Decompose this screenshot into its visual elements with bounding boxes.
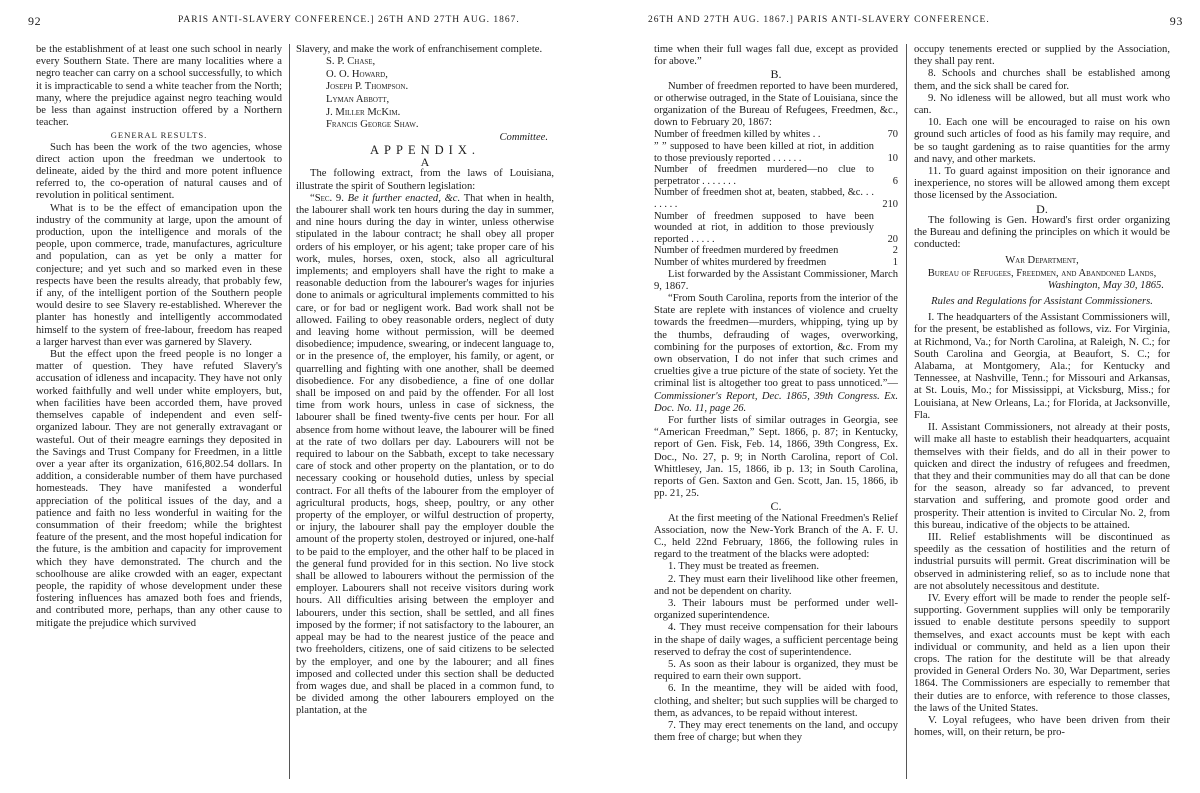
paragraph: List forwarded by the Assistant Commissioner, March 9, 1867. [654,268,898,292]
quote-text: “From South Carolina, reports from the interior of the State are replete with instances of violence and cruelty towards the freedmen—murders, whipping, tying up by the thumbs, defrauding of wages, overworking, combining for the purposes of extortion, &c. From my own observation, I do not infer that such crimes and cruelties give a true picture of the state of society. Yet the criminal list is altogether too great to pass unnoticed.”— [654,292,898,390]
right-column-1 [654,44,898,784]
paragraph [654,293,898,415]
table-cell: Number of whites murdered by freedmen [654,256,827,268]
rule-item: 6. In the meantime, they will be aided with food, clothing, and shelter; but such supplies will be charged to them, as advances, to be repaid without interest. [654,683,898,719]
bureau-line: Bureau of Refugees, Freedmen, and Abandoned Lands, [927,267,1157,279]
table-row [654,211,898,246]
right-running-title: 26TH AND 27TH AUG. 1867.] PARIS ANTI-SLAVERY CONFERENCE. [648,15,990,25]
signatory: J. Miller McKim. [326,106,401,118]
section-label: B. [770,67,782,82]
department-line: War Department, [1005,255,1079,267]
paragraph: Such has been the work of the two agencies, whose direct action upon the freedman we undertook to delineate, aided by the third and more potent influence referred to, the co-operation of natural causes and of revolution in political sentiment. [36,141,282,202]
paragraph: At the first meeting of the National Freedmen's Relief Association, now the New-York Branch of the A. F. U. C., held 22nd February, 1866, the following rules in regard to the treatment of the blacks were adopted: [654,512,898,561]
table-cell: Number of freedmen murdered—no clue to perpetrator . . . . . . . [654,164,874,187]
rule-item: 1. They must be treated as freemen. [668,561,820,573]
right-column-2 [914,44,1170,784]
paragraph: time when their full wages fall due, except as provided for above.” [654,44,898,68]
table-row [654,164,898,187]
column-rule [289,44,290,779]
rule-item: 11. To guard against imposition on their ignorance and inexperience, no stores will be allowed among them except those licensed by the Association. [914,166,1170,202]
signatory: O. O. Howard, [326,68,388,80]
left-page [28,0,568,793]
rules-title: Rules and Regulations for Assistant Commissioners. [931,296,1153,308]
paragraph: I. The headquarters of the Assistant Commissioners will, for the present, be established as follows, viz. For Virginia, at Richmond, Va.; for North Carolina, at Raleigh, N. C.; for South Carolina and Georgia, at Beaufort, S. C.; for Alabama, at Montgomery, Ala.; for Kentucky and Tennessee, at Nashville, Tenn.; for Missouri and Arkansas, at St. Louis, Mo.; for Mississippi, at Vicksburg, Miss.; for Louisiana, at New Orleans, La.; for Florida, at Jacksonville, Fla. [914,312,1170,421]
paragraph: II. Assistant Commissioners, not already at their posts, will make all haste to establish their headquarters, acquaint themselves with their fields, and do all in their power to quicken and direct the industry of refugees and freedmen, that they and their communities may do all that can be done for the season, already so far advanced, to prevent starvation and suffering, and promote good order and prosperity. Their attention is invited to Circular No. 2, from this bureau, indicative of the objects to be attained. [914,422,1170,531]
paragraph: Slavery, and make the work of enfranchisement complete. [296,44,543,55]
order-date: Washington, May 30, 1865. [1047,279,1164,291]
table-row [654,129,898,141]
table-cell: 210 [882,198,898,210]
rule-item: 9. No idleness will be allowed, but all must work who can. [914,92,1170,117]
section-label: A [420,155,430,170]
table-row [654,245,898,257]
paragraph: be the establishment of at least one such school in nearly every Southern State. There are many localities where a negro teacher can carry on a school successfully, to which it is impracticable to send a white teacher from the North; many, where the prejudice against negro teaching would be less than against instruction offered by a Northern teacher. [36,44,282,129]
rule-item: 7. They may erect tenements on the land, and occupy them free of charge; but when they [654,720,898,744]
section-heading: GENERAL RESULTS. [110,130,208,141]
right-page-number: 93 [1169,14,1183,28]
citation: Commissioner's Report, Dec. 1865, 39th Congress. Ex. Doc. No. 11, page 26. [654,390,898,414]
section-label: D. [1036,201,1048,216]
rule-item: 5. As soon as their labour is organized, they must be required to earn their own support. [654,659,898,683]
table-cell: 10 [887,152,898,164]
table-cell: Number of freedmen killed by whites . . [654,129,821,141]
right-running-head [648,14,1183,28]
paragraph: For further lists of similar outrages in Georgia, see “American Freedman,” Sept. 1866, p. 87; in Kentucky, report of Gen. Fisk, Feb. 14, 1866, 39th Congress, Ex. Doc., No. 27, p. 9; in North Carolina, report of Col. Whittlesey, Jan. 15, 1866, ib p. 13; in South Carolina, reports of Gen. Saxton and Gen. Scott, Jan. 15, 1866, ib pp. 21, 25. [654,414,898,500]
table-row [654,141,898,164]
left-column-2 [296,44,554,784]
signatory: Joseph P. Thompson. [326,81,409,93]
table-cell: Number of freedmen supposed to have been wounded at riot, in addition to those previously reported . . . . . [654,210,874,245]
rule-item: 4. They must receive compensation for their labours in the shape of daily wages, a sufficient percentage being reserved to defray the cost of superintendence. [654,622,898,658]
signatories [296,56,554,132]
paragraph: The following is Gen. Howard's first order organizing the Bureau and defining the principles on which it would be conducted: [914,214,1170,251]
table-cell: 1 [892,256,898,268]
signatory: Francis George Shaw. [326,119,419,131]
table-cell: 20 [887,233,898,245]
table-cell: Number of freedmen murdered by freedmen [654,245,839,257]
rule-item: 3. Their labours must be performed under well-organized superintendence. [654,598,898,622]
column-rule [906,44,907,779]
section-label: C. [770,499,782,514]
table-cell: 70 [887,129,898,141]
law-text: That when in health, the labourer shall work ten hours during the day in summer, and nine hours during the day in winter, unless otherwise stipulated in the labour contract; he shall obey all proper orders of his employer, or his agent; take proper care of his work, mules, horses, oxen, stock, also all agricultural implements; and employers shall have the right to make a reasonable deduction from the labourer's wages for injuries done to animals or agricultural implements committed to his care, or for bad or negligent work. Bad work shall not be allowed. Failing to obey reasonable orders, neglect of duty and leaving home without permission, will be deemed disobedience; impudence, swearing, or indecent language to, or in the presence of, the employer, his family, or agent, or quarrelling and fighting with one another, shall be deemed disobedience. For any disobedience, a fine of one dollar shall be imposed on and paid by the offender. For all lost time from work hours, unless in case of sickness, the labourer shall be fined twenty-five cents per hour. For all absence from home without leave, the labourer will be fined at the rate of two dollars per day. Labourers will not be required to labour on the Sabbath, except to take necessary care of stock and other property on the plantation, or to do necessary cooking or household duties, unless by special contract. For all thefts of the labourer from the employer of agricultural products, hogs, sheep, poultry, or any other property of the employer, or wilful destruction of property, or injury, the labourer shall pay the employer double the amount of the property stolen, destroyed or injured, one-half to be paid to the employer, and the other half to be placed in the general fund provided for in this section. No live stock shall be allowed to labourers without the permission of the employer. Labourers shall not receive visitors during work hours. All difficulties arising between the employer and labourers, under this section, shall be settled, and all fines imposed by the former; if not satisfactory to the labourer, an appeal may be had to the nearest justice of the peace and two freeholders, citizens, one of said citizens to be selected by the employer, and one by the labourer; and all fines imposed and collected under this section shall be deducted from wages due, and shall be placed in a common fund, to be divided among the other labourers employed on the plantation, at the [296,192,554,717]
sec-label: “Sec. 9. [310,192,344,204]
paragraph: Number of freedmen reported to have been murdered, or otherwise outraged, in the State of Louisiana, since the organization of the Bureau of Refugees, Freedmen, &c., down to February 20, 1867: [654,80,898,129]
paragraph: occupy tenements erected or supplied by the Association, they shall pay rent. [914,44,1170,68]
paragraph: What is to be the effect of emancipation upon the industry of the community at large, upon the amount of production, upon the intelligence and morals of the people, upon commerce, trade, manufactures, agriculture and population, can as yet be only a matter for conjecture; and yet such and so marked even in these respects have been the results already, that probably few, if any, of the intelligent portion of the Southern people would desire to see Slavery re-established. Wherever the planter has honestly and intelligently accommodated himself to the system of free-labour, freedom has reaped a larger harvest than ever was garnered by Slavery. [36,202,282,348]
law-extract [296,193,554,718]
paragraph: III. Relief establishments will be discontinued as speedily as the cessation of hostilities and the return of industrial pursuits will permit. Great discrimination will be observed in administering relief, so as to include none that are not absolutely necessitous and destitute. [914,531,1170,592]
table-cell: Number of freedmen shot at, beaten, stabbed, &c. . . . . . . . [654,187,874,210]
left-running-title: PARIS ANTI-SLAVERY CONFERENCE.] 26TH AND 27TH AUG. 1867. [178,15,520,25]
paragraph: But the effect upon the freed people is no longer a matter of question. They have refuted Slavery's accusation of idleness and incapacity. They have not only worked faithfully and well under white employers, but, when facilities have been accorded them, have proved themselves capable of independent and even self-organized labour. They are not generally extravagant or wasteful. Out of their meagre earnings they deposited in the Savings and Trust Company for Freedmen, in a little over a year after its organization, 616,802.54 dollars. In addition, a considerable number of them have purchased homesteads. They have manifested a wonderful appreciation of the political issues of the day, and a patience and faith no less wonderful in waiting for the consummation of their freedom; while the brightest feature of the present, and the most hopeful indication for the future, is the ambition and capacity for improvement which they have demonstrated. The church and the schoolhouse are alike crowded with an eager, expectant people, the rapidity of whose development under these fostering influences has amazed both foes and friends, and contributed more, perhaps, than any other cause to mitigate the prejudice which survived [36,349,282,629]
left-page-number: 92 [28,14,42,28]
sec-italic: Be it further enacted, &c. [347,192,461,204]
rule-item: 8. Schools and churches shall be established among them, and the sick shall be cared for. [914,68,1170,92]
left-column-1 [36,44,282,784]
committee-label: Committee. [499,131,548,143]
rule-item: 2. They must earn their livelihood like other freemen, and not be dependent on charity. [654,573,898,597]
table-row [654,187,898,210]
appendix-title: APPENDIX. [370,142,480,157]
left-running-head [28,14,568,28]
right-page [648,0,1183,793]
outrages-table [654,129,898,268]
paragraph: IV. Every effort will be made to render the people self-supporting. Government supplies will only be temporarily issued to enable destitute persons speedily to support themselves, and exact accounts must be kept with each individual or community, and held as a lien upon their crops. The ration for the destitute will be that already provided in General Orders No. 30, War Department, series 1864. The Commissioners are especially to remember that their duties are to enforce, with reference to those classes, the laws of the United States. [914,592,1170,714]
signatory: Lyman Abbott, [326,93,390,105]
signatory: S. P. Chase, [326,56,376,68]
table-cell: ” ” supposed to have been killed at riot, in addition to those previously reported . . . . . . [654,141,874,164]
table-row [654,257,898,269]
table-cell: 2 [892,245,898,257]
paragraph: V. Loyal refugees, who have been driven from their homes, will, on their return, be pro- [914,714,1170,739]
rule-item: 10. Each one will be encouraged to raise on his own ground such articles of food as his family may require, and be so taught gardening as to raise quantities for the army and navy, and other markets. [914,117,1170,165]
table-cell: 6 [892,175,898,187]
paragraph: The following extract, from the laws of Louisiana, illustrate the spirit of Southern legislation: [296,168,554,192]
